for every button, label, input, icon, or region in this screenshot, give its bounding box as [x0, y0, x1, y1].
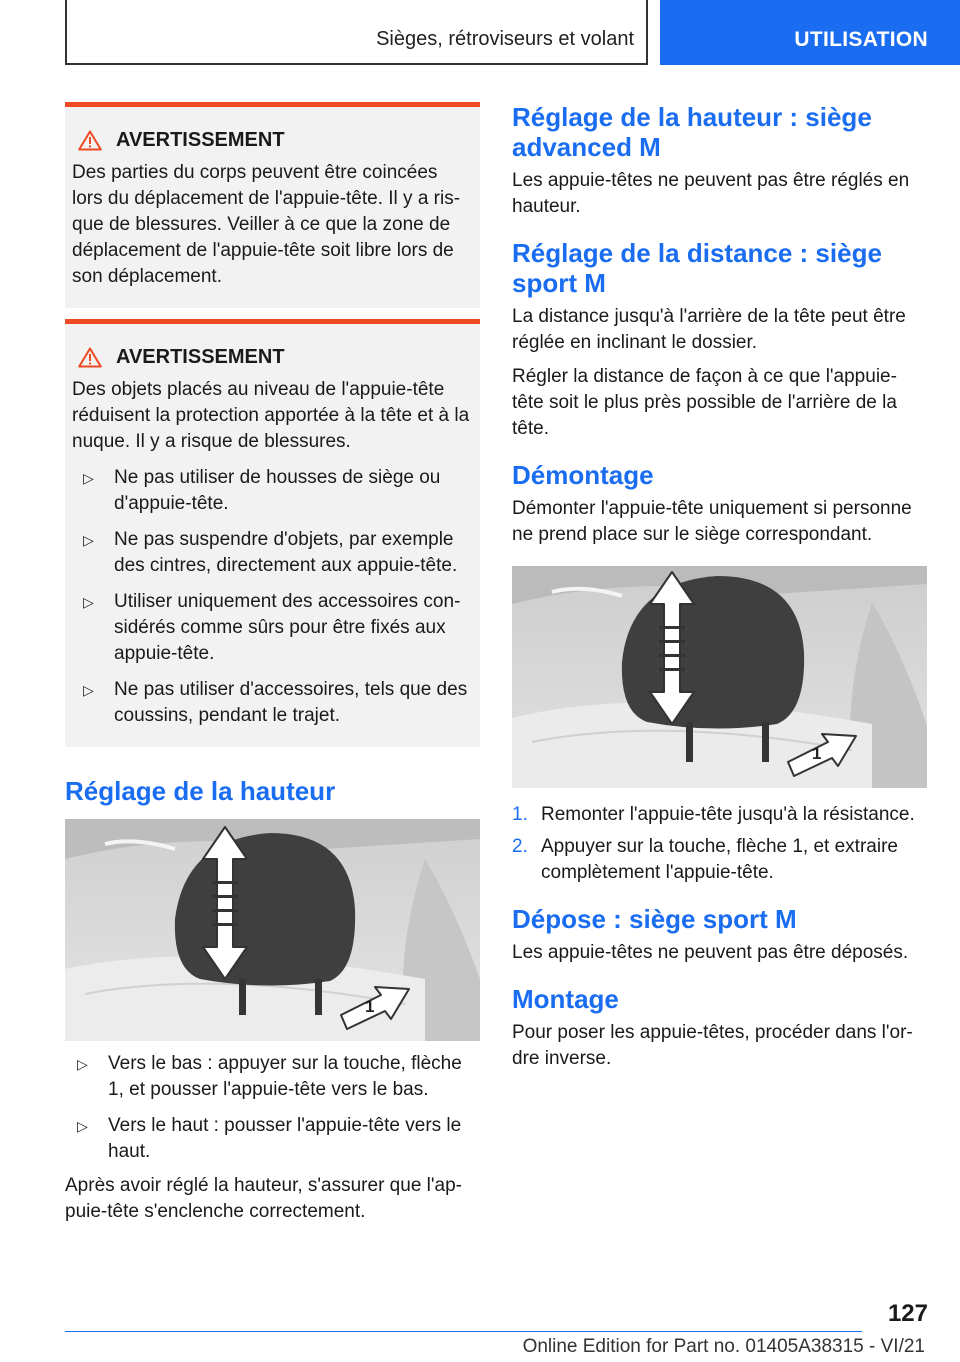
list-item: ▷ Ne pas utiliser d'accessoires, tels que des coussins, pendant le trajet.: [83, 679, 468, 726]
left-column: [65, 102, 480, 1225]
step-number: 1.: [512, 804, 528, 825]
triangle-bullet-icon: ▷: [77, 1118, 88, 1134]
section-title: Sièges, rétroviseurs et volant: [376, 28, 634, 50]
heading-distance-sport-m: Réglage de la distance : siège sport M: [512, 238, 882, 298]
list-item: ▷ Vers le haut : pousser l'appuie-tête vers le haut.: [77, 1115, 462, 1162]
triangle-bullet-icon: ▷: [77, 1056, 88, 1072]
warning-title: [78, 129, 472, 152]
footer-edition-text: Online Edition for Part no. 01405A38315 - VI/21: [522, 1336, 925, 1357]
closing-paragraph: Après avoir réglé la hauteur, s'assurer que l'appuie-tête s'enclenche correctement.: [65, 1175, 462, 1222]
warning-title-text: AVERTISSEMENT: [116, 129, 285, 151]
list-item: ▷ Ne pas suspendre d'objets, par exemple des cintres, directement aux appuie-tête.: [83, 529, 458, 576]
warning-text: Des parties du corps peuvent être coincées lors du déplacement de l'appuie-tête. Il y a risque de blessures. Veiller à ce que la zone de déplacement de l'appuie-tête soit libre lors de son déplacement.: [72, 162, 461, 287]
heading-installation: Montage: [512, 984, 619, 1014]
triangle-bullet-icon: ▷: [83, 532, 94, 548]
figure-callout-label: 1: [812, 744, 822, 763]
headrest-height-illustration: [65, 819, 480, 1041]
heading-height-adjustment: Réglage de la hauteur: [65, 776, 336, 806]
footer-divider: [65, 1331, 862, 1332]
right-column: [512, 102, 927, 1072]
list-item: ▷ Vers le bas : appuyer sur la touche, flèche 1, et pousser l'appuie-tête vers le bas.: [77, 1053, 462, 1100]
triangle-bullet-icon: ▷: [83, 682, 94, 698]
warning-triangle-icon: [78, 347, 102, 368]
chapter-tab[interactable]: [660, 0, 960, 65]
section-header: [65, 0, 648, 65]
warning-text: Des objets placés au niveau de l'appuie-tête réduisent la protection apportée à la tête et à la nuque. Il y a risque de blessures.: [72, 379, 470, 452]
headrest-removal-illustration: [512, 566, 927, 788]
paragraph: Les appuie-têtes ne peuvent pas être déposés.: [512, 942, 909, 963]
list-item: ▷ Utiliser uniquement des accessoires considérés comme sûrs pour être fixés aux appuie-tête.: [83, 591, 461, 664]
page-number: 127: [887, 1300, 928, 1327]
warning-box-objects: [65, 319, 480, 747]
heading-advanced-m: Réglage de la hauteur : siège advanced M: [512, 102, 872, 162]
warning-title: [78, 346, 472, 369]
paragraph: Les appuie-têtes ne peuvent pas être réglés en hauteur.: [512, 170, 910, 217]
paragraph: Démonter l'appuie-tête uniquement si personne ne prend place sur le siège correspondant.: [512, 498, 912, 545]
paragraph: Pour poser les appuie-têtes, procéder dans l'ordre inverse.: [512, 1022, 913, 1069]
list-item: ▷ Ne pas utiliser de housses de siège ou d'appuie-tête.: [83, 467, 441, 514]
warning-title-text: AVERTISSEMENT: [116, 346, 285, 368]
heading-removal: Démontage: [512, 460, 654, 490]
heading-removal-sport-m: Dépose : siège sport M: [512, 904, 797, 934]
triangle-bullet-icon: ▷: [83, 594, 94, 610]
paragraph: La distance jusqu'à l'arrière de la tête peut être réglée en inclinant le dossier.: [512, 306, 906, 353]
triangle-bullet-icon: ▷: [83, 470, 94, 486]
figure-callout-label: 1: [365, 997, 375, 1016]
step-number: 2.: [512, 836, 528, 857]
warning-triangle-icon: [78, 130, 102, 151]
warning-box-pinch: [65, 102, 480, 308]
paragraph: Régler la distance de façon à ce que l'appuie-tête soit le plus près possible de l'arrière de la tête.: [512, 366, 897, 439]
chapter-title: UTILISATION: [794, 28, 928, 51]
step-item: 2. Appuyer sur la touche, flèche 1, et extraire complètement l'appuie-tête.: [512, 836, 898, 883]
step-item: 1. Remonter l'appuie-tête jusqu'à la résistance.: [512, 802, 927, 828]
